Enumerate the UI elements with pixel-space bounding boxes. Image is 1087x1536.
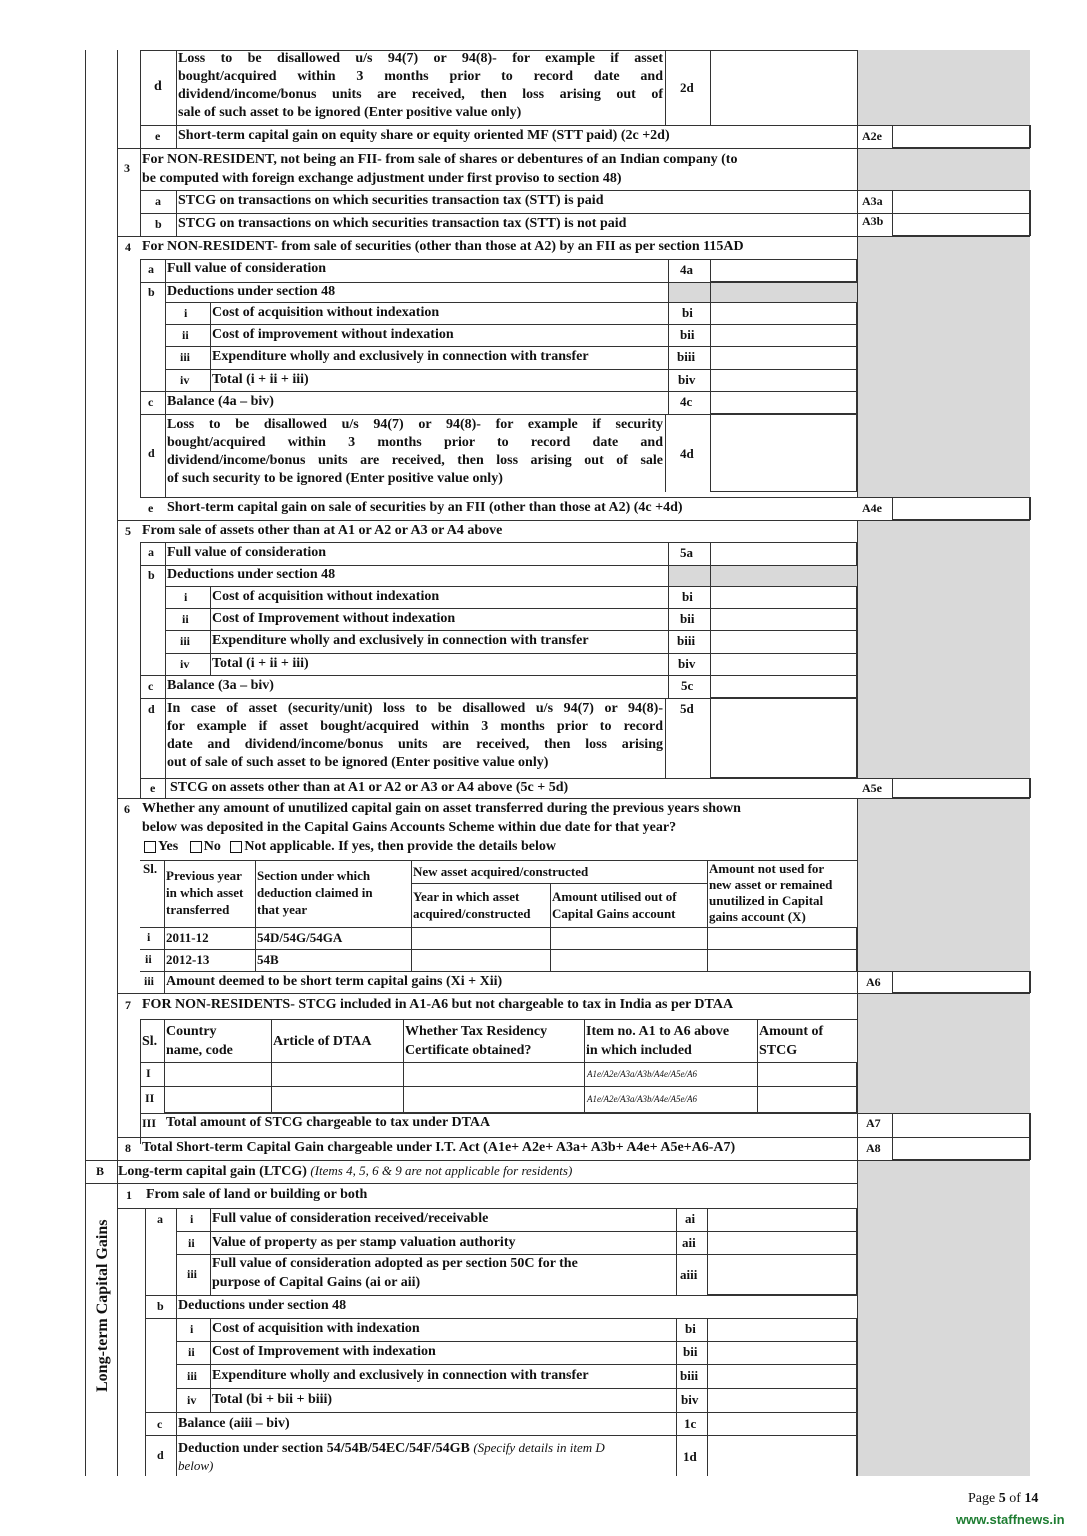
item-4a-num: a	[148, 262, 154, 276]
item6-header-section-3: that year	[257, 902, 308, 917]
not-applicable-checkbox[interactable]	[230, 841, 242, 853]
item-2d-text: Loss to be disallowed u/s 94(7) or 94(8)- for example if asset bought/acquired within 3 months prior to record date and dividend/income/bonus units are received, then loss arising out of sale of such asset to be ignored (Enter positive value only)	[178, 51, 663, 120]
item6-total-text: Amount deemed to be short term capital gains (Xi + Xii)	[166, 974, 503, 989]
item6-header-year-acq-2: acquired/constructed	[413, 906, 531, 921]
b-item-1-title: From sale of land or building or both	[146, 1187, 368, 1202]
item-4b-text: Deductions under section 48	[167, 284, 336, 299]
item-5bi-text: Cost of acquisition without indexation	[212, 589, 440, 604]
item-4bii-num: ii	[182, 328, 189, 342]
item-4bi-text: Cost of acquisition without indexation	[212, 305, 440, 320]
item-5d-text: In case of asset (security/unit) loss to be disallowed u/s 94(7) or 94(8)- for example if asset bought/acquired within 3 months prior to record date and dividend/income/bonus units are received, then loss arising out of sale of such asset to be ignored (Enter positive value only)	[167, 701, 663, 770]
yes-label: Yes	[158, 839, 179, 854]
code-4biii: biii	[677, 349, 696, 364]
b-1d-input[interactable]	[707, 1435, 857, 1476]
b-bii-input[interactable]	[707, 1341, 857, 1365]
item-4e-text: Short-term capital gain on sale of securities by an FII (other than those at A2) (4c +4d)	[167, 500, 683, 515]
code-4bi: bi	[682, 305, 693, 320]
b-bi-input[interactable]	[707, 1318, 857, 1342]
code-5c: 5c	[681, 678, 694, 693]
item6-row-ii-amt-not-used-input[interactable]	[707, 949, 857, 972]
item-5d-num: d	[148, 702, 155, 716]
code-5bi: bi	[682, 589, 693, 604]
b-item-1b-num: b	[157, 1299, 164, 1313]
a3a-input[interactable]	[892, 190, 1030, 214]
item-5a-text: Full value of consideration	[167, 545, 327, 560]
item7-header-trc-1: Whether Tax Residency	[405, 1024, 548, 1039]
item-3b-num: b	[155, 217, 162, 231]
item7-row-ii-article-input[interactable]	[271, 1086, 404, 1113]
shaded-cell	[668, 565, 857, 586]
code-5a: 5a	[680, 545, 693, 560]
item-7-num: 7	[125, 998, 131, 1012]
item6-row-ii-sl: ii	[145, 952, 152, 966]
b-item-1aiii-line1: Full value of consideration adopted as per section 50C for the	[212, 1256, 578, 1271]
item6-row-ii-year-acq-input[interactable]	[411, 949, 551, 972]
b-item-1biv-num: iv	[187, 1393, 197, 1407]
b-ai-input[interactable]	[707, 1208, 857, 1232]
item6-header-prev-year-1: Previous year	[166, 868, 242, 883]
code-a2e: A2e	[862, 129, 882, 143]
b-item-1d-num: d	[157, 1448, 164, 1462]
code-b-bii: bii	[683, 1344, 698, 1359]
code-a3b: A3b	[862, 214, 884, 228]
item7-row-ii-trc-input[interactable]	[403, 1086, 585, 1113]
item6-header-section-2: deduction claimed in	[257, 885, 373, 900]
watermark-url: www.staffnews.in	[956, 1512, 1065, 1527]
item7-header-country-2: name, code	[166, 1043, 233, 1058]
item-5-title: From sale of assets other than at A1 or A2 or A3 or A4 above	[142, 523, 503, 538]
b-item-1c-num: c	[157, 1417, 163, 1431]
shaded-column	[857, 520, 1030, 778]
5d-input[interactable]	[710, 698, 857, 778]
code-5biv: biv	[678, 656, 696, 671]
item6-header-amt-not-used-2: new asset or remained	[709, 877, 833, 892]
code-4a: 4a	[680, 262, 693, 277]
item6-row-i-section: 54D/54G/54GA	[257, 930, 343, 945]
shaded-column	[857, 236, 1030, 497]
item7-header-sl: Sl.	[142, 1034, 158, 1049]
item-5biii-text: Expenditure wholly and exclusively in connection with transfer	[212, 633, 589, 648]
code-b-1c: 1c	[684, 1416, 697, 1431]
5biii-input[interactable]	[710, 630, 857, 654]
code-2d: 2d	[680, 80, 694, 95]
b-item-1biii-num: iii	[187, 1369, 198, 1383]
not-applicable-label: Not applicable. If yes, then provide the details below	[244, 839, 556, 854]
b-item-1d-note2: below)	[178, 1458, 214, 1473]
shaded-column	[857, 1160, 1030, 1476]
code-5bii: bii	[680, 611, 695, 626]
4d-input[interactable]	[710, 414, 857, 492]
b-item-1a-num: a	[157, 1212, 163, 1226]
item-3b-text: STCG on transactions on which securities transaction tax (STT) is not paid	[178, 216, 627, 231]
code-b-biii: biii	[680, 1368, 699, 1383]
item-5biii-num: iii	[180, 634, 191, 648]
item-5e-text: STCG on assets other than at A1 or A2 or A3 or A4 above (5c + 5d)	[170, 780, 569, 795]
b-aiii-input[interactable]	[707, 1254, 857, 1295]
b-item-1ai-text: Full value of consideration received/receivable	[212, 1211, 489, 1226]
item-8-num: 8	[125, 1141, 131, 1155]
a5e-input[interactable]	[892, 778, 1030, 798]
item-4-num: 4	[125, 240, 131, 254]
b-aii-input[interactable]	[707, 1231, 857, 1255]
shaded-cell	[668, 282, 857, 302]
item-3-num: 3	[124, 161, 130, 175]
b-biii-input[interactable]	[707, 1364, 857, 1389]
item-5c-num: c	[148, 679, 154, 693]
a8-input[interactable]	[892, 1137, 1030, 1160]
section-b-title	[118, 1162, 572, 1181]
item6-row-i-amt-not-used-input[interactable]	[707, 927, 857, 950]
a6-input[interactable]	[892, 971, 1030, 993]
item-2d-num: d	[154, 79, 162, 94]
4a-input[interactable]	[710, 259, 857, 282]
4bi-input[interactable]	[710, 302, 857, 325]
item-4bi-num: i	[184, 306, 188, 320]
item-2e-num: e	[155, 129, 161, 143]
item-4bii-text: Cost of improvement without indexation	[212, 327, 454, 342]
item-4biii-text: Expenditure wholly and exclusively in connection with transfer	[212, 349, 589, 364]
b-item-1aii-num: ii	[188, 1236, 195, 1250]
5c-input[interactable]	[710, 675, 857, 698]
item6-row-i-year-acq-input[interactable]	[411, 927, 551, 950]
item6-header-amt-not-used-3: unutilized in Capital	[709, 893, 824, 908]
code-a3a: A3a	[862, 194, 883, 208]
code-a5e: A5e	[862, 781, 882, 795]
section-b-note: (Items 4, 5, 6 & 9 are not applicable for residents)	[310, 1163, 573, 1178]
code-b-aiii: aiii	[680, 1267, 698, 1282]
shaded-column	[857, 148, 1030, 190]
code-5biii: biii	[677, 633, 696, 648]
item6-row-ii-amt-utilised-input[interactable]	[550, 949, 708, 972]
item6-header-section-1: Section under which	[257, 868, 371, 883]
b-item-1d-label: Deduction under section 54/54B/54EC/54F/54GB	[178, 1441, 470, 1456]
item-6-options	[142, 838, 556, 856]
a3b-input[interactable]	[892, 213, 1030, 236]
item-5a-num: a	[148, 545, 154, 559]
item6-row-i-year: 2011-12	[166, 930, 209, 945]
item7-header-item-no-1: Item no. A1 to A6 above	[586, 1024, 730, 1039]
code-b-bi: bi	[685, 1321, 696, 1336]
item7-row-ii-country-input[interactable]	[164, 1086, 272, 1113]
item-4a-text: Full value of consideration	[167, 261, 327, 276]
item-3-line1: For NON-RESIDENT, not being an FII- from sale of shares or debentures of an Indian company (to	[142, 152, 738, 167]
item-3-line2: be computed with foreign exchange adjustment under first proviso to section 48)	[142, 171, 622, 186]
b-item-1biii-text: Expenditure wholly and exclusively in connection with transfer	[212, 1368, 589, 1383]
b-item-1bii-text: Cost of Improvement with indexation	[212, 1344, 436, 1359]
item7-header-item-no-2: in which included	[586, 1043, 692, 1058]
code-4c: 4c	[680, 394, 693, 409]
item-5bii-num: ii	[182, 612, 189, 626]
item6-header-sl: Sl.	[143, 861, 158, 876]
item-4biv-text: Total (i + ii + iii)	[212, 372, 309, 387]
item7-row-i-amount-input[interactable]	[757, 1062, 857, 1087]
code-b-biv: biv	[681, 1392, 699, 1407]
item-5biv-text: Total (i + ii + iii)	[212, 656, 309, 671]
item-4d-num: d	[148, 446, 155, 460]
item-5b-text: Deductions under section 48	[167, 567, 336, 582]
item-5e-num: e	[150, 781, 156, 795]
code-a8: A8	[866, 1141, 881, 1155]
item6-row-i-amt-utilised-input[interactable]	[550, 927, 708, 950]
b-item-1-num: 1	[126, 1188, 132, 1202]
item-4b-num: b	[148, 285, 155, 299]
item6-row-ii-year: 2012-13	[166, 952, 210, 967]
item-5bi-num: i	[184, 590, 188, 604]
item-5-num: 5	[125, 524, 131, 538]
item7-header-amount-2: STCG	[759, 1043, 798, 1058]
item7-row-ii-item-hint: A1e/A2e/A3a/A3b/A4e/A5e/A6	[587, 1094, 697, 1104]
4biii-input[interactable]	[710, 346, 857, 370]
b-biv-input[interactable]	[707, 1388, 857, 1413]
item-4-title: For NON-RESIDENT- from sale of securities (other than those at A2) by an FII as per section 115AD	[142, 239, 744, 254]
item-5biv-num: iv	[180, 657, 190, 671]
item7-row-i-trc-input[interactable]	[403, 1062, 585, 1087]
section-b-title-text: Long-term capital gain (LTCG)	[118, 1164, 307, 1179]
item-2e-text: Short-term capital gain on equity share or equity oriented MF (STT paid) (2c +2d)	[178, 128, 670, 143]
code-b-1d: 1d	[683, 1449, 697, 1464]
shaded-column	[857, 50, 1030, 125]
4bii-input[interactable]	[710, 324, 857, 347]
item7-header-trc-2: Certificate obtained?	[405, 1043, 532, 1058]
item7-total-text: Total amount of STCG chargeable to tax under DTAA	[166, 1115, 491, 1130]
5biv-input[interactable]	[710, 653, 857, 676]
b-item-1bi-text: Cost of acquisition with indexation	[212, 1321, 420, 1336]
item6-total-sl: iii	[144, 974, 155, 988]
long-term-capital-gains-side-label: Long-term Capital Gains	[94, 1219, 111, 1392]
item7-row-ii-sl: II	[145, 1091, 155, 1105]
item-3a-num: a	[155, 194, 161, 208]
code-a4e: A4e	[862, 501, 882, 515]
code-5d: 5d	[680, 701, 694, 716]
item-4d-text: Loss to be disallowed u/s 94(7) or 94(8)- for example if security bought/acquired within 3 months prior to record date and dividend/income/bonus units are received, then loss arising out of sale of such security to be ignored (Enter positive value only)	[167, 417, 663, 486]
item7-header-country-1: Country	[166, 1024, 217, 1039]
5bi-input[interactable]	[710, 586, 857, 609]
code-a6: A6	[866, 975, 881, 989]
item6-header-year-acq-1: Year in which asset	[413, 889, 520, 904]
b-item-1aiii-num: iii	[187, 1267, 198, 1281]
item7-row-i-country-input[interactable]	[164, 1062, 272, 1087]
a4e-input[interactable]	[892, 497, 1030, 520]
item-4e-num: e	[148, 501, 154, 515]
b-item-1b-text: Deductions under section 48	[178, 1298, 347, 1313]
yes-checkbox[interactable]	[144, 841, 156, 853]
b-item-1c-text: Balance (aiii – biv)	[178, 1416, 290, 1431]
item7-row-i-article-input[interactable]	[271, 1062, 404, 1087]
code-a7: A7	[866, 1116, 881, 1130]
4c-input[interactable]	[710, 391, 857, 414]
item-4c-text: Balance (4a – biv)	[167, 394, 274, 409]
item6-header-amt-utilised-2: Capital Gains account	[552, 906, 676, 921]
no-label: No	[203, 839, 221, 854]
item6-header-amt-not-used-4: gains account (X)	[709, 909, 806, 924]
5a-input[interactable]	[710, 542, 857, 566]
item-3a-text: STCG on transactions on which securities transaction tax (STT) is paid	[178, 193, 604, 208]
b-item-1bi-num: i	[190, 1322, 194, 1336]
code-b-aii: aii	[682, 1235, 696, 1250]
code-4biv: biv	[678, 372, 696, 387]
item6-header-prev-year-3: transferred	[166, 902, 230, 917]
no-checkbox[interactable]	[190, 841, 202, 853]
b-item-1aii-text: Value of property as per stamp valuation authority	[212, 1235, 516, 1250]
b-item-1bii-num: ii	[188, 1345, 195, 1359]
item-6-line1: Whether any amount of unutilized capital gain on asset transferred during the previous years shown	[142, 801, 741, 816]
item6-header-new-asset: New asset acquired/constructed	[413, 864, 589, 879]
b-item-1aiii-line2: purpose of Capital Gains (ai or aii)	[212, 1275, 421, 1290]
item-6-line2: below was deposited in the Capital Gains Accounts Scheme within due date for that year?	[142, 820, 677, 835]
b-1c-input[interactable]	[707, 1412, 857, 1436]
section-b-letter: B	[96, 1164, 105, 1178]
item-8-text: Total Short-term Capital Gain chargeable under I.T. Act (A1e+ A2e+ A3a+ A3b+ A4e+ A5e+A6-A7)	[142, 1140, 736, 1155]
item6-header-amt-not-used-1: Amount not used for	[709, 861, 825, 876]
item-5c-text: Balance (3a – biv)	[167, 678, 274, 693]
b-item-1d-note1: (Specify details in item D	[473, 1440, 605, 1455]
code-4bii: bii	[680, 327, 695, 342]
a2e-input[interactable]	[892, 125, 1030, 148]
b-item-1d-text	[178, 1439, 605, 1458]
shaded-column	[857, 993, 1030, 1113]
item-7-title: FOR NON-RESIDENTS- STCG included in A1-A6 but not chargeable to tax in India as per DTAA	[142, 997, 734, 1012]
a7-input[interactable]	[892, 1113, 1030, 1138]
item7-total-sl: III	[142, 1116, 157, 1130]
b-item-1ai-num: i	[190, 1212, 194, 1226]
5bii-input[interactable]	[710, 608, 857, 631]
code-b-ai: ai	[685, 1211, 696, 1226]
item7-row-i-sl: I	[146, 1066, 151, 1080]
item-4biv-num: iv	[180, 373, 190, 387]
item7-row-i-item-hint: A1e/A2e/A3a/A3b/A4e/A5e/A6	[587, 1069, 697, 1079]
shaded-column	[857, 798, 1030, 971]
item7-header-amount-1: Amount of	[759, 1024, 824, 1039]
item-5b-num: b	[148, 568, 155, 582]
item6-row-ii-section: 54B	[257, 952, 279, 967]
item7-header-article: Article of DTAA	[273, 1034, 372, 1049]
item7-row-ii-amount-input[interactable]	[757, 1086, 857, 1113]
item6-row-i-sl: i	[147, 930, 151, 944]
b-item-1biv-text: Total (bi + bii + biii)	[212, 1392, 333, 1407]
4biv-input[interactable]	[710, 369, 857, 392]
code-4d: 4d	[680, 446, 694, 461]
item6-header-amt-utilised-1: Amount utilised out of	[552, 889, 677, 904]
item6-header-prev-year-2: in which asset	[166, 885, 244, 900]
item-4c-num: c	[148, 395, 154, 409]
item-6-num: 6	[124, 802, 130, 816]
page-number: Page 5 of 14	[968, 1491, 1039, 1506]
item-5bii-text: Cost of Improvement without indexation	[212, 611, 456, 626]
item-4biii-num: iii	[180, 350, 191, 364]
